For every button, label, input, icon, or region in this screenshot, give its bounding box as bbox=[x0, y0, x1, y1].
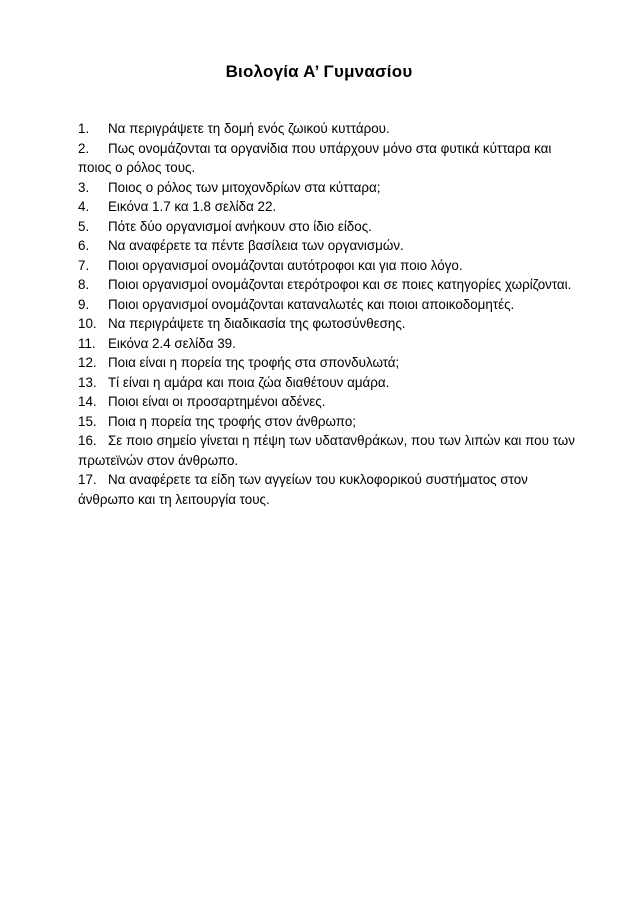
list-item bbox=[78, 197, 578, 217]
question-text: Ποιοι οργανισμοί ονομάζονται καταναλωτές και ποιοι αποικοδομητές. bbox=[108, 296, 515, 312]
question-number: 10. bbox=[78, 316, 97, 331]
question-number: 7. bbox=[78, 257, 90, 273]
question-text: Ποιοι οργανισμοί ονομάζονται αυτότροφοι και για ποιο λόγο. bbox=[108, 257, 463, 273]
question-text: Να αναφέρετε τα πέντε βασίλεια των οργανισμών. bbox=[108, 238, 404, 253]
list-item bbox=[78, 139, 578, 178]
list-item bbox=[78, 217, 578, 237]
question-text: Εικόνα 1.7 κα 1.8 σελίδα 22. bbox=[108, 199, 277, 214]
list-item bbox=[78, 431, 578, 470]
question-number: 6. bbox=[78, 238, 90, 253]
list-item bbox=[78, 178, 578, 198]
question-text: Ποιος ο ρόλος των μιτοχονδρίων στα κύτταρα; bbox=[108, 179, 381, 195]
question-text: Ποιοι οργανισμοί ονομάζονται ετερότροφοι και σε ποιες κατηγορίες χωρίζονται. bbox=[108, 277, 572, 292]
list-item bbox=[78, 236, 578, 256]
list-item bbox=[78, 392, 578, 412]
question-text: Να περιγράψετε τη δομή ενός ζωικού κυττάρου. bbox=[108, 121, 390, 136]
question-number: 8. bbox=[78, 277, 90, 292]
list-item bbox=[78, 256, 578, 276]
list-item bbox=[78, 334, 578, 354]
question-text: Ποια η πορεία της τροφής στον άνθρωπο; bbox=[108, 413, 357, 429]
question-number: 13. bbox=[78, 374, 97, 390]
question-text: Τί είναι η αμάρα και ποια ζώα διαθέτουν αμάρα. bbox=[108, 374, 390, 390]
page-title: Βιολογία Α’ Γυμνασίου bbox=[225, 62, 413, 81]
list-item bbox=[78, 412, 578, 432]
list-item bbox=[78, 295, 578, 315]
question-number: 5. bbox=[78, 218, 90, 234]
question-number: 1. bbox=[78, 121, 90, 136]
list-item bbox=[78, 373, 578, 393]
question-text: Πότε δύο οργανισμοί ανήκουν στο ίδιο είδος. bbox=[108, 218, 372, 234]
list-item bbox=[78, 275, 578, 295]
list-item bbox=[78, 470, 578, 509]
question-text: Πως ονομάζονται τα οργανίδια που υπάρχουν μόνο στα φυτικά κύτταρα και ποιος ο ρόλος τους. bbox=[78, 140, 552, 175]
question-number: 4. bbox=[78, 199, 90, 214]
question-number: 16. bbox=[78, 433, 97, 448]
question-number: 2. bbox=[78, 140, 90, 156]
list-item bbox=[78, 353, 578, 373]
question-number: 15. bbox=[78, 413, 97, 429]
list-item bbox=[78, 314, 578, 334]
question-text: Να αναφέρετε τα είδη των αγγείων του κυκλοφορικού συστήματος στον άνθρωπο και τη λειτουργία τους. bbox=[78, 472, 528, 507]
question-text: Εικόνα 2.4 σελίδα 39. bbox=[108, 335, 236, 351]
question-text: Ποιοι είναι οι προσαρτημένοι αδένες. bbox=[108, 394, 326, 409]
question-text: Ποια είναι η πορεία της τροφής στα σπονδυλωτά; bbox=[108, 355, 400, 370]
question-number: 14. bbox=[78, 394, 97, 409]
question-number: 3. bbox=[78, 179, 90, 195]
question-text: Να περιγράψετε τη διαδικασία της φωτοσύνθεσης. bbox=[108, 316, 406, 331]
question-number: 12. bbox=[78, 355, 97, 370]
question-number: 11. bbox=[78, 335, 96, 351]
list-item bbox=[78, 119, 578, 139]
question-text: Σε ποιο σημείο γίνεται η πέψη των υδατανθράκων, που των λιπών και που των πρωτεϊνών στον άνθρωπο. bbox=[78, 433, 575, 468]
question-number: 17. bbox=[78, 472, 97, 487]
question-list bbox=[78, 119, 578, 509]
question-number: 9. bbox=[78, 296, 90, 312]
